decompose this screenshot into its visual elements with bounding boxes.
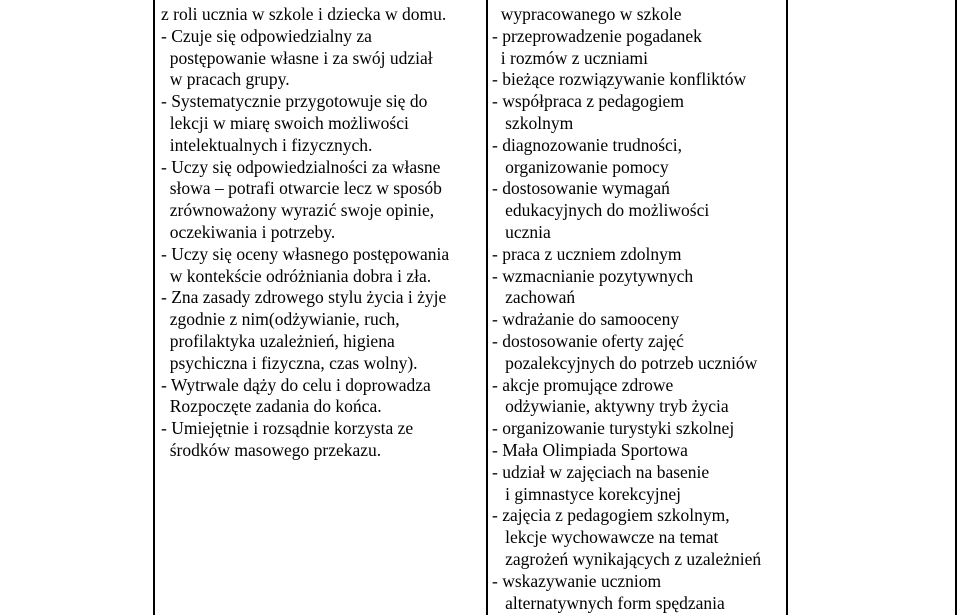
text-line: - Umiejętnie i rozsądnie korzysta ze — [161, 418, 414, 439]
text-line: - wzmacnianie pozytywnych — [492, 265, 694, 286]
text-line: z roli ucznia w szkole i dziecka w domu. — [161, 4, 447, 24]
column-border — [486, 0, 488, 615]
text-line: psychiczna i fizyczna, czas wolny). — [161, 352, 418, 373]
actions-column — [492, 4, 761, 614]
text-line: lekcje wychowawcze na temat — [492, 527, 719, 548]
text-line: Rozpoczęte zadania do końca. — [161, 396, 382, 417]
text-line: - dostosowanie wymagań — [492, 178, 670, 199]
text-line: zagrożeń wynikających z uzależnień — [492, 548, 762, 569]
goals-column — [161, 4, 449, 462]
text-line: intelektualnych i fizycznych. — [161, 134, 373, 155]
text-line: - Mała Olimpiada Sportowa — [492, 439, 688, 460]
text-line: - wdrażanie do samooceny — [492, 309, 680, 330]
text-line: - Wytrwale dąży do celu i doprowadza — [161, 374, 431, 395]
column-border — [955, 0, 957, 615]
text-line: - zajęcia z pedagogiem szkolnym, — [492, 505, 730, 526]
text-line: - Zna zasady zdrowego stylu życia i żyje — [161, 287, 447, 308]
text-line: - Uczy się oceny własnego postępowania — [161, 243, 450, 264]
text-line: i rozmów z uczniami — [492, 47, 648, 68]
text-line: edukacyjnych do możliwości — [492, 200, 710, 221]
text-line: - Czuje się odpowiedzialny za — [161, 25, 372, 46]
text-line: - bieżące rozwiązywanie konfliktów — [492, 69, 747, 90]
text-line: odżywianie, aktywny tryb życia — [492, 396, 729, 417]
text-line: - udział w zajęciach na basenie — [492, 461, 710, 482]
text-line: - dostosowanie oferty zajęć — [492, 330, 684, 351]
text-line: szkolnym — [492, 112, 574, 133]
text-line: zrównoważony wyrazić swoje opinie, — [161, 200, 435, 221]
text-line: - Uczy się odpowiedzialności za własne — [161, 156, 441, 177]
text-line: - przeprowadzenie pogadanek — [492, 25, 702, 46]
text-line: - wskazywanie uczniom — [492, 570, 662, 591]
text-line: - praca z uczniem zdolnym — [492, 243, 682, 264]
text-line: pozalekcyjnych do potrzeb uczniów — [492, 352, 758, 373]
text-line: - diagnozowanie trudności, — [492, 134, 683, 155]
text-line: - akcje promujące zdrowe — [492, 374, 674, 395]
text-line: alternatywnych form spędzania — [492, 592, 725, 613]
text-line: wypracowanego w szkole — [492, 4, 682, 24]
text-line: słowa – potrafi otwarcie lecz w sposób — [161, 178, 442, 199]
text-line: ucznia — [492, 221, 551, 242]
text-line: profilaktyka uzależnień, higiena — [161, 330, 395, 351]
column-border — [153, 0, 155, 615]
text-line: środków masowego przekazu. — [161, 439, 382, 460]
text-line: - organizowanie turystyki szkolnej — [492, 418, 735, 439]
text-line: - współpraca z pedagogiem — [492, 91, 684, 112]
text-line: w pracach grupy. — [161, 69, 290, 90]
column-border — [786, 0, 788, 615]
text-line: lekcji w miarę swoich możliwości — [161, 112, 409, 133]
text-line: w kontekście odróżniania dobra i zła. — [161, 265, 432, 286]
text-line: - Systematycznie przygotowuje się do — [161, 91, 428, 112]
text-line: organizowanie pomocy — [492, 156, 669, 177]
text-line: i gimnastyce korekcyjnej — [492, 483, 682, 504]
text-line: zachowań — [492, 287, 576, 308]
text-line: oczekiwania i potrzeby. — [161, 221, 336, 242]
text-line: zgodnie z nim(odżywianie, ruch, — [161, 309, 400, 330]
text-line: postępowanie własne i za swój udział — [161, 47, 433, 68]
